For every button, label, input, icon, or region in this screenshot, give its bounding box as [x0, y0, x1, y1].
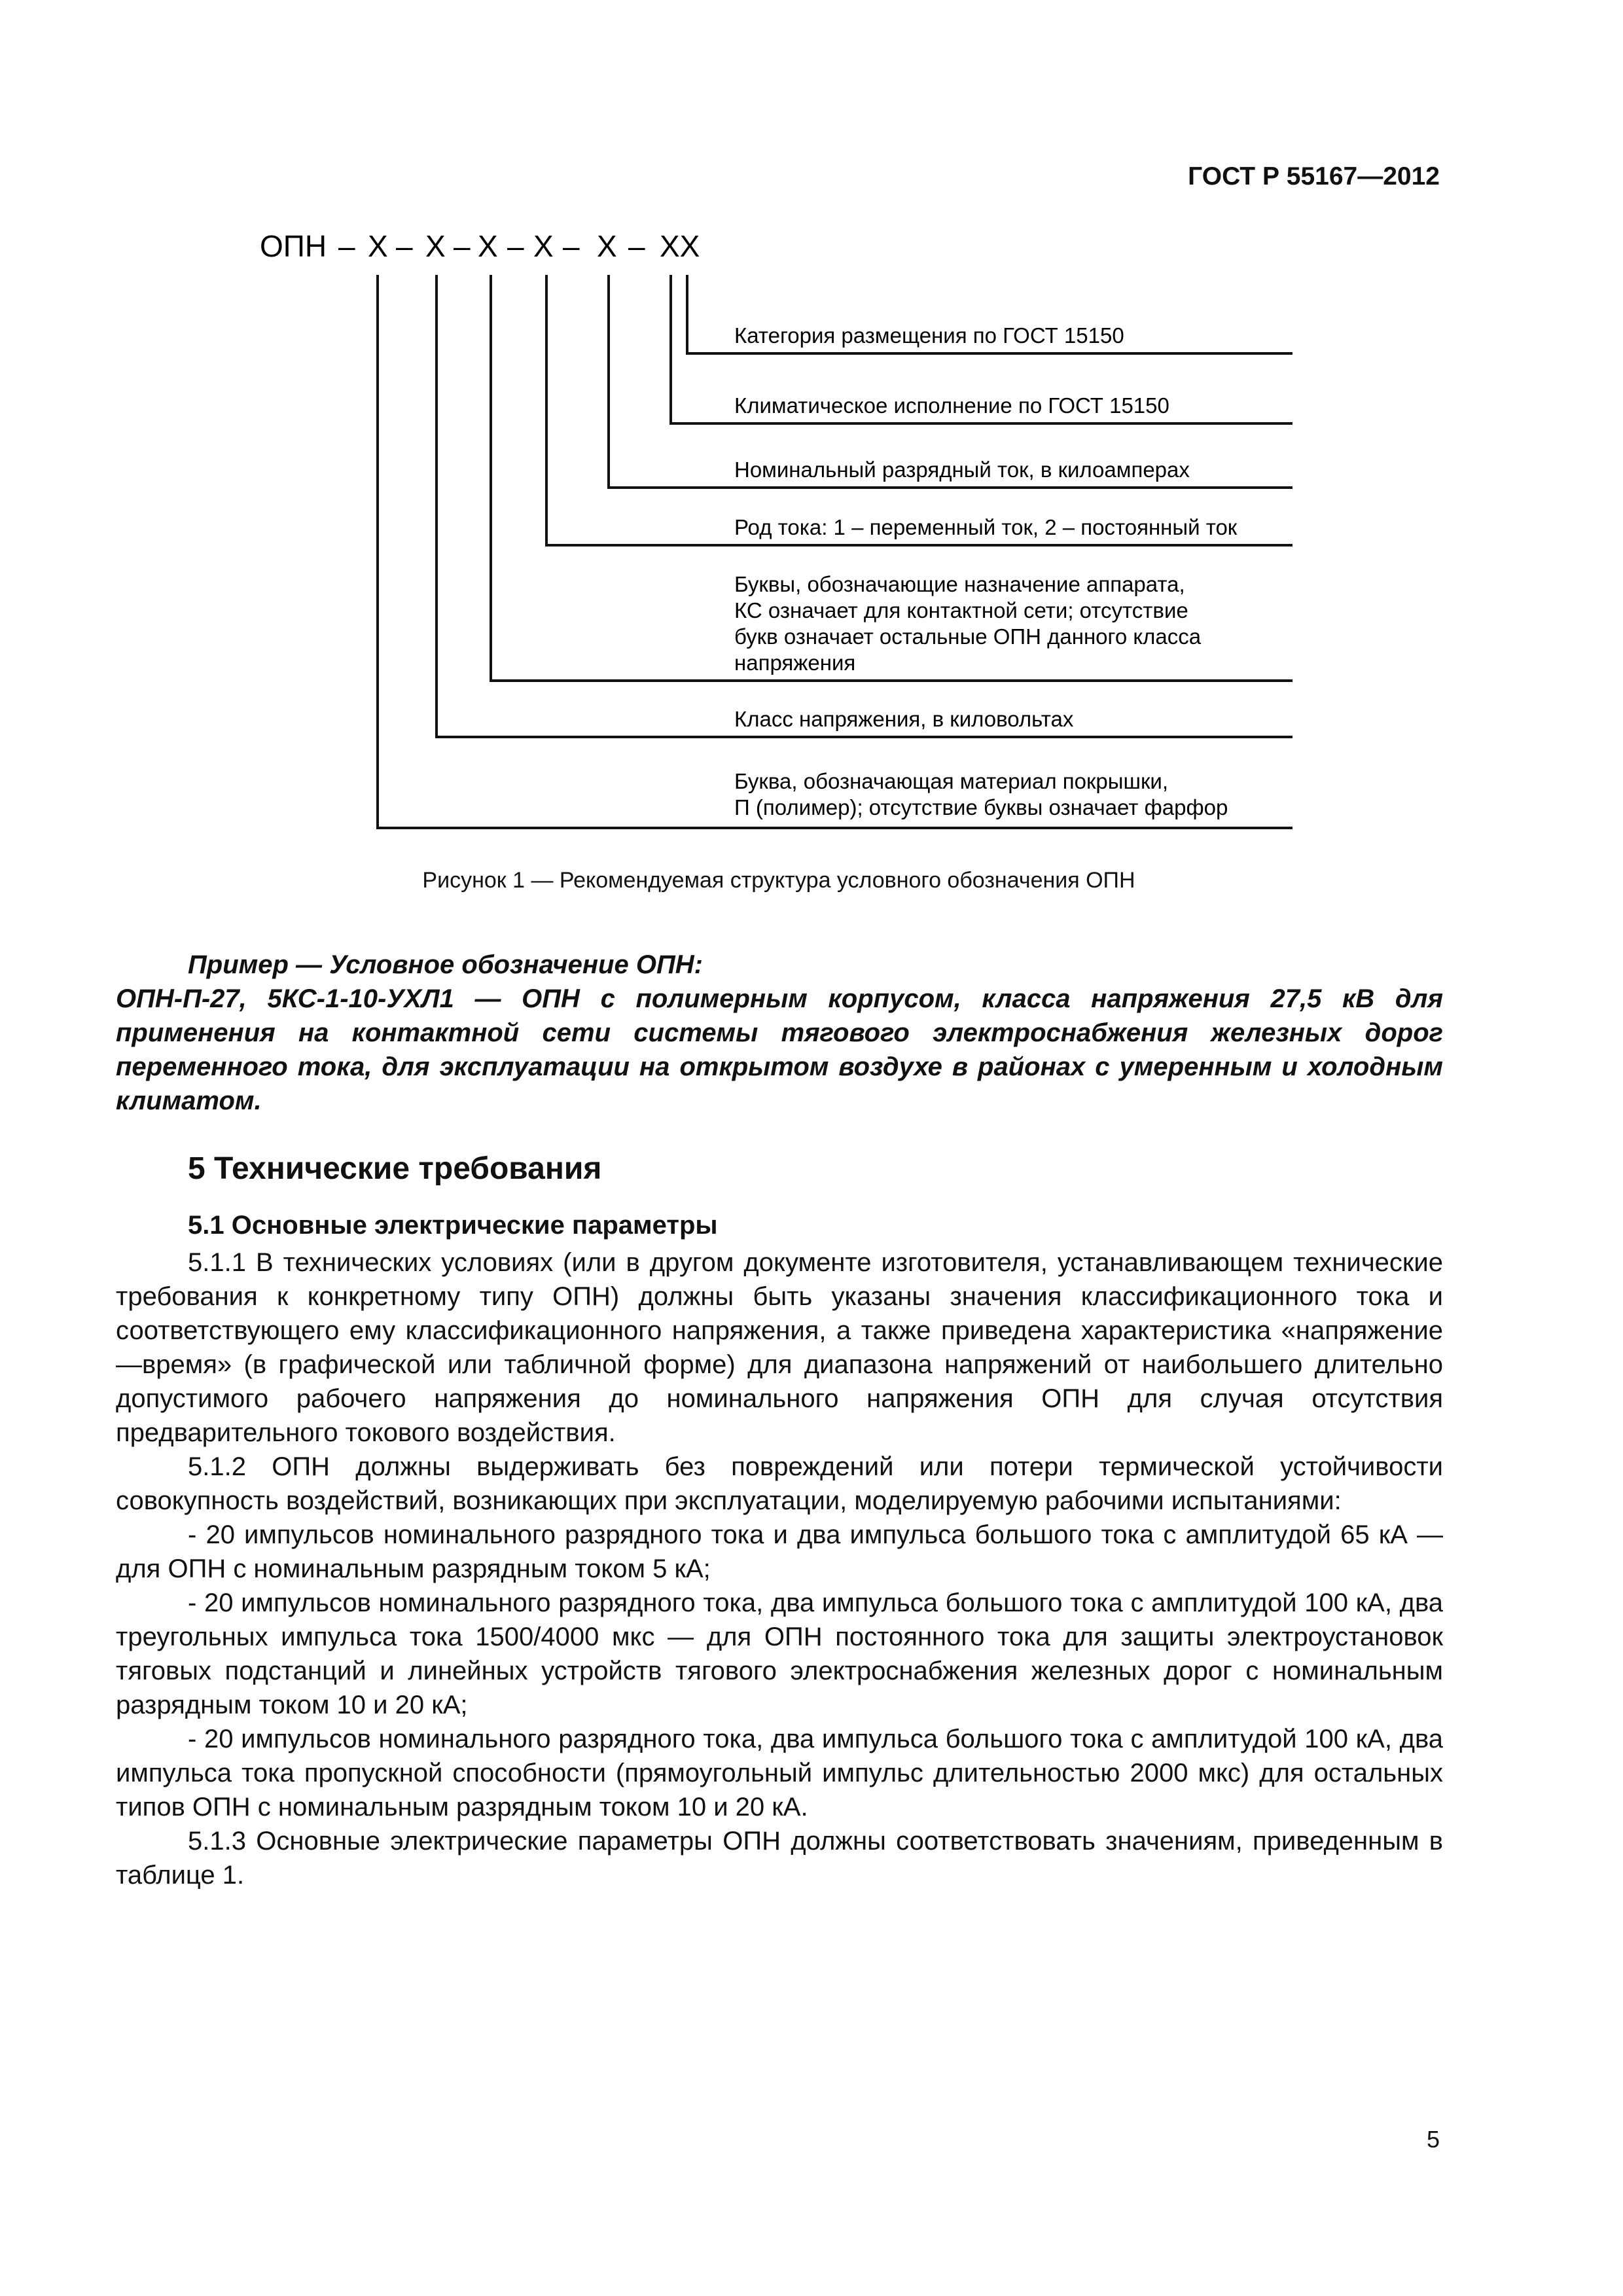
label-cover-line-1: Буква, обозначающая материал покрышки,	[734, 769, 1168, 793]
figure-caption: Рисунок 1 — Рекомендуемая структура условного обозначения ОПН	[422, 868, 1135, 893]
label-cover-line-2: П (полимер); отсутствие буквы означает фарфор	[734, 795, 1228, 819]
code-x1: Х	[368, 229, 388, 263]
code-x4: Х	[533, 229, 554, 263]
label-climate: Климатическое исполнение по ГОСТ 15150	[734, 393, 1169, 418]
code-dash: –	[396, 229, 413, 263]
paragraph-5-1-2: 5.1.2 ОПН должны выдерживать без повреждений или потери термической устойчивости совокупность воздействий, возникающих при эксплуатации, моделируемую рабочими испытаниями:	[116, 1452, 1443, 1515]
label-category: Категория размещения по ГОСТ 15150	[734, 323, 1124, 348]
paragraph-5-1-1: 5.1.1 В технических условиях (или в другом документе изготовителя, устанавливающем технические требования к конкретному типу ОПН) должны быть указаны значения классификационного тока и соответствующего ему классификационного напряжения, а также приведена характеристика «напряжение—время» (в графической или табличной форме) для диапазона напряжений от наибольшего длительно допустимого рабочего напряжения до номинального напряжения ОПН для случая отсутствия предварительного токового воздействия.	[116, 1248, 1443, 1447]
example-block	[116, 948, 1443, 1118]
list-item: - 20 импульсов номинального разрядного тока, два импульса большого тока с амплитудой 100 кА, два треугольных импульса тока 1500/4000 мкс — для ОПН постоянного тока для защиты электроустановок тяговых подстанций и линейных устройств тягового электроснабжения железных дорог с номинальным разрядным током 10 и 20 кА;	[116, 1588, 1443, 1719]
page-number: 5	[1426, 2126, 1440, 2153]
example-text: ОПН-П-27, 5КС-1-10-УХЛ1 — ОПН с полимерным корпусом, класса напряжения 27,5 кВ для применения на контактной сети системы тягового электроснабжения железных дорог переменного тока, для эксплуатации на открытом воздухе в районах с умеренным и холодным климатом.	[116, 984, 1443, 1115]
list-item: - 20 импульсов номинального разрядного тока, два импульса большого тока с амплитудой 100 кА, два импульса тока пропускной способности (прямоугольный импульс длительностью 2000 мкс) для остальных типов ОПН с номинальным разрядным током 10 и 20 кА.	[116, 1725, 1443, 1821]
code-dash: –	[563, 229, 580, 263]
designation-structure-figure	[0, 0, 1623, 916]
page-header-standard: ГОСТ Р 55167—2012	[1188, 162, 1440, 190]
designation-code	[260, 229, 700, 263]
example-label: Пример — Условное обозначение ОПН:	[188, 950, 703, 979]
label-voltage-class: Класс напряжения, в киловольтах	[734, 707, 1074, 731]
section-title: 5 Технические требования	[188, 1151, 602, 1186]
label-purpose-line-1: Буквы, обозначающие назначение аппарата,	[734, 572, 1185, 596]
code-dash: –	[338, 229, 355, 263]
code-dash: –	[454, 229, 471, 263]
leader-lines	[378, 275, 1293, 828]
body-text	[116, 1246, 1443, 1892]
label-purpose-line-2: КС означает для контактной сети; отсутствие	[734, 598, 1188, 622]
code-x6: ХХ	[660, 229, 700, 263]
label-current-type: Род тока: 1 – переменный ток, 2 – постоянный ток	[734, 515, 1238, 539]
label-purpose-line-4: напряжения	[734, 651, 856, 675]
code-prefix: ОПН	[260, 229, 327, 263]
paragraph-5-1-3: 5.1.3 Основные электрические параметры ОПН должны соответствовать значениям, приведенным в таблице 1.	[116, 1827, 1443, 1890]
label-nominal-current: Номинальный разрядный ток, в килоамперах	[734, 457, 1190, 482]
list-item: - 20 импульсов номинального разрядного тока и два импульса большого тока с амплитудой 65 кА — для ОПН с номинальным разрядным током 5 кА;	[116, 1520, 1443, 1583]
code-x5: Х	[597, 229, 617, 263]
leader-line-nominal-current	[609, 275, 1293, 488]
leader-line-cover-material	[378, 275, 1293, 828]
code-x3: Х	[478, 229, 498, 263]
label-purpose-line-3: букв означает остальные ОПН данного класса	[734, 624, 1202, 649]
code-dash: –	[628, 229, 645, 263]
code-x2: Х	[425, 229, 446, 263]
code-dash: –	[507, 229, 524, 263]
figure-labels	[734, 323, 1238, 819]
subsection-title: 5.1 Основные электрические параметры	[188, 1211, 718, 1240]
